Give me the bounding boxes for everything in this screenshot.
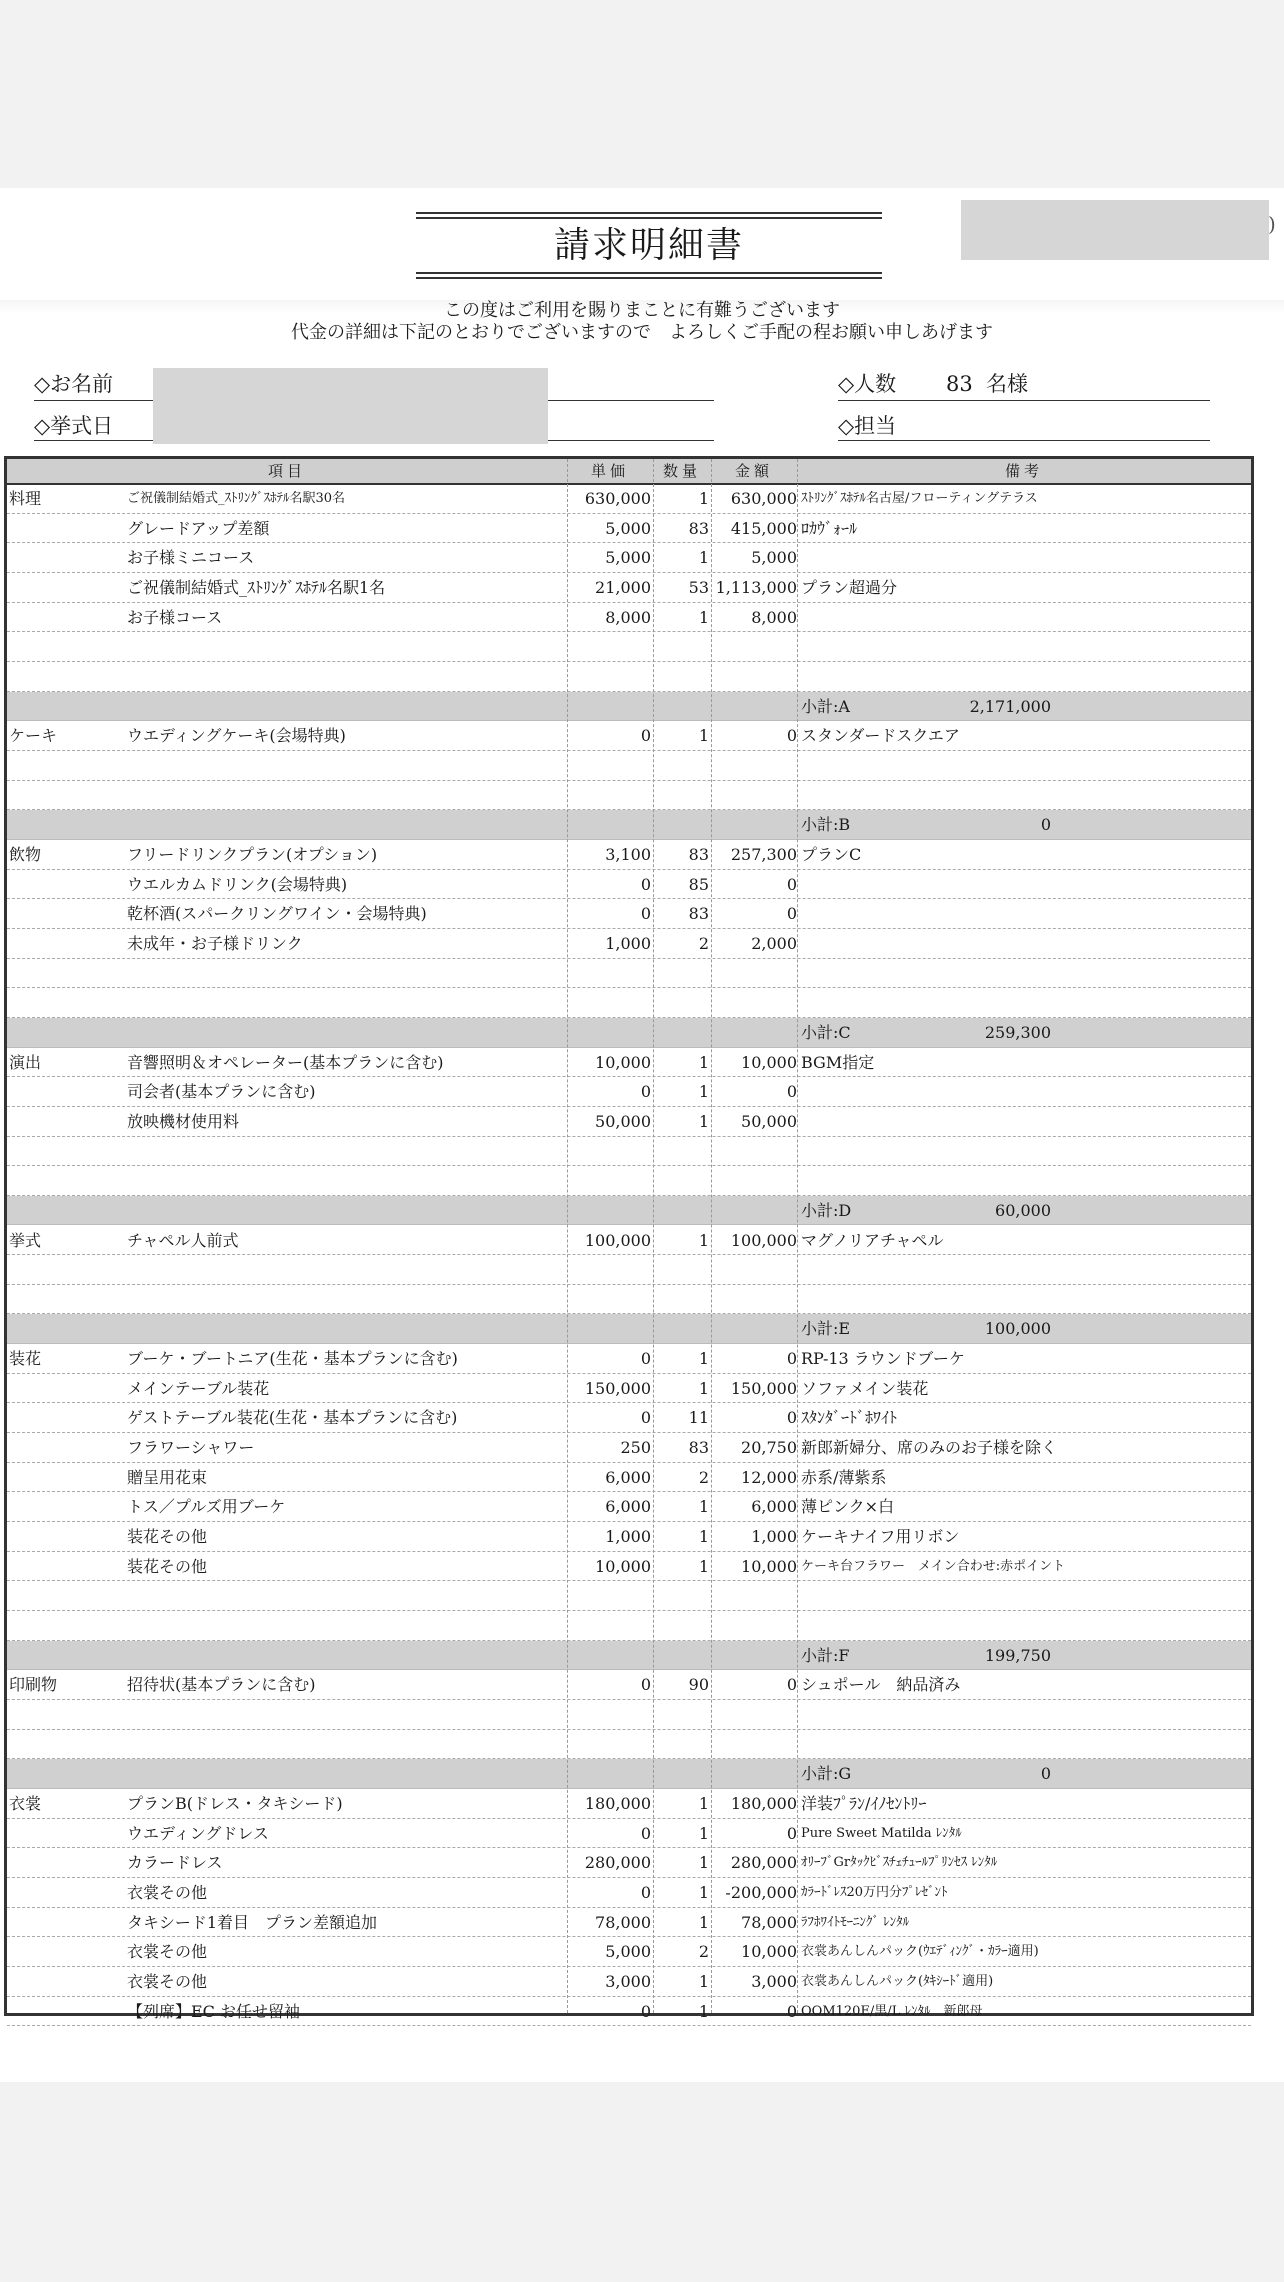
note-cell: ケーキナイフ用リボン (801, 1527, 960, 1547)
qty-cell: 83 (688, 844, 709, 864)
unit-price-cell: 0 (640, 874, 651, 894)
qty-cell: 53 (688, 577, 709, 597)
blank-row (7, 1166, 1251, 1196)
category-cell: 挙式 (9, 1230, 42, 1250)
category-cell (7, 603, 127, 632)
subtotal-label: 小計:B (801, 815, 851, 835)
subtotal-value: 259,300 (984, 1022, 1051, 1042)
blank-row (7, 1255, 1251, 1285)
note-cell: ﾗﾌﾎﾜｲﾄﾓｰﾆﾝｸﾞ ﾚﾝﾀﾙ (801, 1914, 910, 1930)
qty-cell: 1 (698, 1378, 709, 1398)
blank-row (7, 1581, 1251, 1611)
item-cell: 司会者(基本プランに含む) (127, 1082, 316, 1102)
item-cell: 未成年・お子様ドリンク (127, 933, 303, 953)
subtotal-row (7, 810, 1251, 840)
qty-cell: 1 (698, 1527, 709, 1547)
amount-cell: 257,300 (730, 844, 797, 864)
item-cell: チャペル人前式 (127, 1230, 239, 1250)
unit-price-cell: 78,000 (595, 1912, 651, 1932)
category-cell (7, 543, 127, 572)
amount-cell: 1,113,000 (715, 577, 797, 597)
category-cell (7, 929, 127, 958)
item-cell: 装花その他 (127, 1527, 208, 1547)
table-row (7, 1878, 1251, 1908)
category-cell: 衣裳 (9, 1794, 42, 1814)
subtotal-value: 60,000 (995, 1200, 1051, 1220)
col-divider (797, 459, 798, 2013)
amount-cell: 0 (786, 1823, 797, 1843)
blank-row (7, 1611, 1251, 1641)
subtotal-row (7, 692, 1251, 722)
note-cell (797, 929, 1253, 958)
note-cell: 赤系/薄紫系 (801, 1467, 887, 1487)
item-cell: 衣裳その他 (127, 1972, 208, 1991)
category-cell (7, 514, 127, 543)
amount-cell: 0 (786, 726, 797, 746)
unit-price-cell: 6,000 (605, 1497, 651, 1517)
qty-cell: 1 (698, 548, 709, 568)
item-cell: ブーケ・ブートニア(生花・基本プランに含む) (127, 1349, 458, 1369)
blank-row (7, 1137, 1251, 1167)
amount-cell: 0 (786, 1082, 797, 1102)
unit-price-cell: 250 (620, 1438, 651, 1458)
note-cell (797, 899, 1253, 928)
table-row (7, 1908, 1251, 1938)
table-row (7, 899, 1251, 929)
qty-cell: 11 (688, 1408, 709, 1428)
col-divider (567, 459, 568, 2013)
subtotal-value: 100,000 (984, 1319, 1051, 1339)
stray-mark: ) (1268, 212, 1276, 236)
item-cell: ご祝儀制結婚式_ｽﾄﾘﾝｸﾞｽﾎﾃﾙ名駅1名 (127, 577, 386, 597)
note-cell: ﾛｶｳﾞｫｰﾙ (801, 518, 858, 538)
table-row (7, 1997, 1251, 2027)
qty-cell: 2 (698, 1942, 709, 1962)
amount-cell: 630,000 (730, 489, 797, 508)
unit-price-cell: 21,000 (595, 577, 651, 597)
blank-row (7, 1285, 1251, 1315)
unit-price-cell: 630,000 (584, 489, 651, 508)
qty-cell: 2 (698, 1467, 709, 1487)
category-cell: 飲物 (9, 844, 42, 864)
unit-price-cell: 3,100 (605, 844, 651, 864)
table-row (7, 1107, 1251, 1137)
amount-cell: 5,000 (751, 548, 797, 568)
table-row (7, 543, 1251, 573)
subtotal-row (7, 1759, 1251, 1789)
category-cell (7, 573, 127, 602)
unit-price-cell: 0 (640, 1883, 651, 1903)
table-row (7, 1226, 1251, 1256)
table-row (7, 1463, 1251, 1493)
subtotal-label: 小計:G (801, 1764, 852, 1784)
redacted-box (961, 200, 1269, 260)
table-row (7, 929, 1251, 959)
subtotal-label: 小計:A (801, 696, 850, 716)
unit-price-cell: 150,000 (584, 1378, 651, 1398)
item-cell: ウエルカムドリンク(会場特典) (127, 874, 348, 894)
category-cell (7, 1107, 127, 1136)
category-cell (7, 1077, 127, 1106)
note-cell (797, 870, 1253, 899)
category-cell (7, 1552, 127, 1581)
table-row (7, 1403, 1251, 1433)
item-cell: 招待状(基本プランに含む) (127, 1675, 316, 1695)
note-cell: プランC (801, 844, 862, 864)
note-cell: スタンダードスクエア (801, 726, 960, 746)
item-cell: フリードリンクプラン(オプション) (127, 844, 378, 864)
qty-cell: 2 (698, 933, 709, 953)
item-cell: グレードアップ差額 (127, 518, 270, 538)
guests-label: ◇人数 (838, 372, 897, 396)
subtotal-row (7, 1018, 1251, 1048)
col-divider (653, 459, 654, 2013)
unit-price-cell: 1,000 (605, 1527, 651, 1547)
category-cell (7, 1848, 127, 1877)
unit-price-cell: 5,000 (605, 518, 651, 538)
table-header (7, 459, 1251, 485)
table-row (7, 1967, 1251, 1997)
subtotal-row (7, 1641, 1251, 1671)
unit-price-cell: 5,000 (605, 1942, 651, 1962)
category-cell (7, 1374, 127, 1403)
table-row (7, 1492, 1251, 1522)
item-cell: 衣裳その他 (127, 1942, 208, 1962)
item-cell: ゲストテーブル装花(生花・基本プランに含む) (127, 1408, 458, 1428)
unit-price-cell: 8,000 (605, 607, 651, 627)
category-cell (7, 1908, 127, 1937)
subtotal-label: 小計:D (801, 1200, 852, 1220)
unit-price-cell: 5,000 (605, 548, 651, 568)
unit-price-cell: 0 (640, 1349, 651, 1369)
blank-row (7, 781, 1251, 811)
unit-price-cell: 100,000 (584, 1230, 651, 1250)
unit-price-cell: 10,000 (595, 1556, 651, 1576)
amount-cell: 3,000 (751, 1972, 797, 1991)
note-cell: Pure Sweet Matilda ﾚﾝﾀﾙ (801, 1825, 962, 1841)
amount-cell: 6,000 (751, 1497, 797, 1517)
note-cell: マグノリアチャペル (801, 1230, 944, 1250)
amount-cell: 8,000 (751, 607, 797, 627)
table-row (7, 484, 1251, 514)
note-cell (797, 543, 1253, 572)
blank-row (7, 1700, 1251, 1730)
amount-cell: 150,000 (730, 1378, 797, 1398)
qty-cell: 1 (698, 1972, 709, 1991)
title-rule (416, 272, 882, 274)
note-cell (797, 603, 1253, 632)
qty-cell: 1 (698, 1823, 709, 1843)
note-cell: シュポール 納品済み (801, 1675, 961, 1695)
category-cell: 料理 (9, 489, 42, 508)
date-label: ◇挙式日 (34, 414, 114, 438)
item-cell: お子様コース (127, 607, 223, 627)
note-cell: プラン超過分 (801, 577, 898, 597)
amount-cell: 415,000 (730, 518, 797, 538)
unit-price-cell: 0 (640, 726, 651, 746)
unit-price-cell: 6,000 (605, 1467, 651, 1487)
qty-cell: 1 (698, 489, 709, 508)
table-row (7, 1522, 1251, 1552)
amount-cell: 180,000 (730, 1794, 797, 1814)
amount-cell: 10,000 (741, 1942, 797, 1962)
guests-underline (838, 400, 1210, 401)
note-cell: OOM120E/黒/L ﾚﾝﾀﾙ 新郎母 (801, 2003, 983, 2019)
unit-price-cell: 0 (640, 904, 651, 924)
blank-row (7, 751, 1251, 781)
amount-cell: 0 (786, 1408, 797, 1428)
table-row (7, 1848, 1251, 1878)
amount-cell: 1,000 (751, 1527, 797, 1547)
unit-price-cell: 280,000 (584, 1853, 651, 1873)
staff-underline (838, 440, 1210, 441)
category-cell (7, 1492, 127, 1521)
category-cell (7, 1403, 127, 1432)
note-cell: ソファメイン装花 (801, 1378, 929, 1398)
unit-price-cell: 0 (640, 1823, 651, 1843)
unit-price-cell: 1,000 (605, 933, 651, 953)
note-cell: ケーキ台フラワー メイン合わせ:赤ポイント (801, 1558, 1066, 1574)
item-cell: カラードレス (127, 1853, 223, 1873)
category-cell (7, 1997, 127, 2026)
note-cell (797, 1077, 1253, 1106)
subtotal-label: 小計:E (801, 1319, 851, 1339)
note-cell: 薄ピンク×白 (801, 1497, 895, 1517)
unit-price-cell: 0 (640, 1408, 651, 1428)
qty-cell: 83 (688, 904, 709, 924)
unit-price-cell: 50,000 (595, 1111, 651, 1131)
amount-cell: 10,000 (741, 1052, 797, 1072)
table-row (7, 603, 1251, 633)
qty-cell: 1 (698, 1082, 709, 1102)
blank-row (7, 632, 1251, 662)
amount-cell: 0 (786, 904, 797, 924)
header-amount: 金額 (734, 462, 773, 480)
category-cell (7, 1463, 127, 1492)
note-cell: 衣裳あんしんパック(ｳｴﾃﾞｨﾝｸﾞ・ｶﾗｰ適用) (801, 1944, 1039, 1960)
guests-value: 83 (946, 372, 973, 396)
table-row (7, 840, 1251, 870)
category-cell: 装花 (9, 1349, 42, 1369)
amount-cell: 0 (786, 874, 797, 894)
qty-cell: 1 (698, 1111, 709, 1131)
subtotal-value: 0 (1040, 1764, 1051, 1784)
qty-cell: 1 (698, 607, 709, 627)
table-row (7, 1344, 1251, 1374)
item-cell: 贈呈用花束 (127, 1467, 208, 1487)
amount-cell: 12,000 (741, 1467, 797, 1487)
note-cell: ｽﾀﾝﾀﾞｰﾄﾞﾎﾜｲﾄ (801, 1408, 898, 1428)
qty-cell: 1 (698, 726, 709, 746)
table-row (7, 1552, 1251, 1582)
subtotal-label: 小計:C (801, 1022, 851, 1042)
unit-price-cell: 180,000 (584, 1794, 651, 1814)
qty-cell: 83 (688, 1438, 709, 1458)
note-cell: ｽﾄﾘﾝｸﾞｽﾎﾃﾙ名古屋/フローティングテラス (801, 491, 1038, 506)
unit-price-cell: 3,000 (605, 1972, 651, 1991)
header-notes: 備考 (1004, 462, 1043, 480)
item-cell: タキシード1着目 プラン差額追加 (127, 1912, 378, 1932)
header-unit-price: 単価 (590, 462, 629, 480)
item-cell: お子様ミニコース (127, 548, 255, 568)
qty-cell: 1 (698, 1883, 709, 1903)
amount-cell: 280,000 (730, 1853, 797, 1873)
amount-cell: 2,000 (751, 933, 797, 953)
name-label: ◇お名前 (34, 372, 114, 396)
category-cell: 演出 (9, 1052, 42, 1072)
qty-cell: 1 (698, 1230, 709, 1250)
qty-cell: 1 (698, 1853, 709, 1873)
note-cell: 洋装ﾌﾟﾗﾝ/ｲﾉｾﾝﾄﾘｰ (801, 1794, 927, 1814)
item-cell: 装花その他 (127, 1556, 208, 1576)
note-cell: 衣裳あんしんパック(ﾀｷｼｰﾄﾞ適用) (801, 1974, 994, 1989)
title-rule (416, 212, 882, 214)
item-cell: 【列席】EC お任せ留袖 (127, 2001, 301, 2021)
staff-label: ◇担当 (838, 414, 897, 438)
blank-row (7, 662, 1251, 692)
category-cell (7, 1819, 127, 1848)
item-cell: フラワーシャワー (127, 1438, 255, 1458)
header-item: 項目 (267, 462, 306, 480)
category-cell (7, 1522, 127, 1551)
amount-cell: 0 (786, 1349, 797, 1369)
col-divider (711, 459, 712, 2013)
subtotal-value: 0 (1040, 815, 1051, 835)
item-cell: ウエディングケーキ(会場特典) (127, 726, 346, 746)
amount-cell: 10,000 (741, 1556, 797, 1576)
category-cell: ケーキ (9, 726, 58, 746)
subtotal-value: 199,750 (984, 1645, 1051, 1665)
amount-cell: 78,000 (741, 1912, 797, 1932)
category-cell (7, 1937, 127, 1966)
table-row (7, 573, 1251, 603)
qty-cell: 83 (688, 518, 709, 538)
note-cell (797, 1107, 1253, 1136)
header-qty: 数量 (662, 462, 701, 480)
guests-suffix: 名様 (986, 372, 1028, 396)
note-cell: RP-13 ラウンドブーケ (801, 1349, 965, 1369)
subtotal-row (7, 1314, 1251, 1344)
category-cell (7, 1878, 127, 1907)
table-row (7, 721, 1251, 751)
item-cell: ご祝儀制結婚式_ｽﾄﾘﾝｸﾞｽﾎﾃﾙ名駅30名 (127, 491, 346, 506)
qty-cell: 1 (698, 1794, 709, 1814)
table-row (7, 1937, 1251, 1967)
amount-cell: 0 (786, 2001, 797, 2021)
title-block (416, 212, 882, 278)
item-cell: メインテーブル装花 (127, 1378, 270, 1398)
blank-row (7, 1730, 1251, 1760)
item-cell: 衣裳その他 (127, 1883, 208, 1903)
page-title: 請求明細書 (553, 225, 744, 266)
item-cell: ウエディングドレス (127, 1823, 269, 1843)
subtotal-label: 小計:F (801, 1645, 850, 1665)
qty-cell: 1 (698, 2001, 709, 2021)
qty-cell: 1 (698, 1349, 709, 1369)
intro-line-1: この度はご利用を賜りまことに有難うございます (444, 300, 840, 321)
amount-cell: -200,000 (725, 1883, 797, 1903)
note-cell: ｶﾗｰﾄﾞﾚｽ20万円分ﾌﾟﾚｾﾞﾝﾄ (801, 1885, 948, 1901)
blank-row (7, 959, 1251, 989)
subtotal-value: 2,171,000 (969, 696, 1051, 716)
category-cell (7, 870, 127, 899)
note-cell: 新郎新婦分、席のみのお子様を除く (801, 1438, 1058, 1458)
table-row (7, 1819, 1251, 1849)
title-rule (416, 277, 882, 279)
item-cell: 放映機材使用料 (127, 1111, 240, 1131)
note-cell: BGM指定 (801, 1052, 875, 1072)
amount-cell: 100,000 (730, 1230, 797, 1250)
qty-cell: 1 (698, 1912, 709, 1932)
qty-cell: 1 (698, 1556, 709, 1576)
category-cell (7, 899, 127, 928)
unit-price-cell: 10,000 (595, 1052, 651, 1072)
unit-price-cell: 0 (640, 1082, 651, 1102)
item-cell: トス／プルズ用ブーケ (127, 1497, 286, 1517)
note-cell: ｵﾘｰﾌﾞGrﾀｯｸﾋﾞｽﾁｪﾁｭｰﾙﾌﾟﾘﾝｾｽ ﾚﾝﾀﾙ (801, 1855, 998, 1871)
intro-line-2: 代金の詳細は下記のとおりでございますので よろしくご手配の程お願い申しあげます (291, 322, 993, 343)
table-row (7, 1670, 1251, 1700)
redacted-name-date (153, 368, 548, 444)
category-cell (7, 1433, 127, 1462)
table-row (7, 1048, 1251, 1078)
table-row (7, 870, 1251, 900)
blank-row (7, 988, 1251, 1018)
table-row (7, 514, 1251, 544)
table-row (7, 1077, 1251, 1107)
amount-cell: 0 (786, 1675, 797, 1695)
qty-cell: 1 (698, 1497, 709, 1517)
amount-cell: 20,750 (741, 1438, 797, 1458)
qty-cell: 85 (688, 874, 709, 894)
subtotal-row (7, 1196, 1251, 1226)
table-row (7, 1433, 1251, 1463)
table-row (7, 1374, 1251, 1404)
unit-price-cell: 0 (640, 1675, 651, 1695)
qty-cell: 90 (688, 1675, 709, 1695)
category-cell: 印刷物 (9, 1675, 58, 1695)
table-row (7, 1789, 1251, 1819)
item-cell: 音響照明＆オペレーター(基本プランに含む) (127, 1052, 444, 1072)
item-cell: プランB(ドレス・タキシード) (127, 1794, 343, 1814)
unit-price-cell: 0 (640, 2001, 651, 2021)
qty-cell: 1 (698, 1052, 709, 1072)
amount-cell: 50,000 (741, 1111, 797, 1131)
category-cell (7, 1967, 127, 1996)
item-cell: 乾杯酒(スパークリングワイン・会場特典) (127, 904, 427, 924)
